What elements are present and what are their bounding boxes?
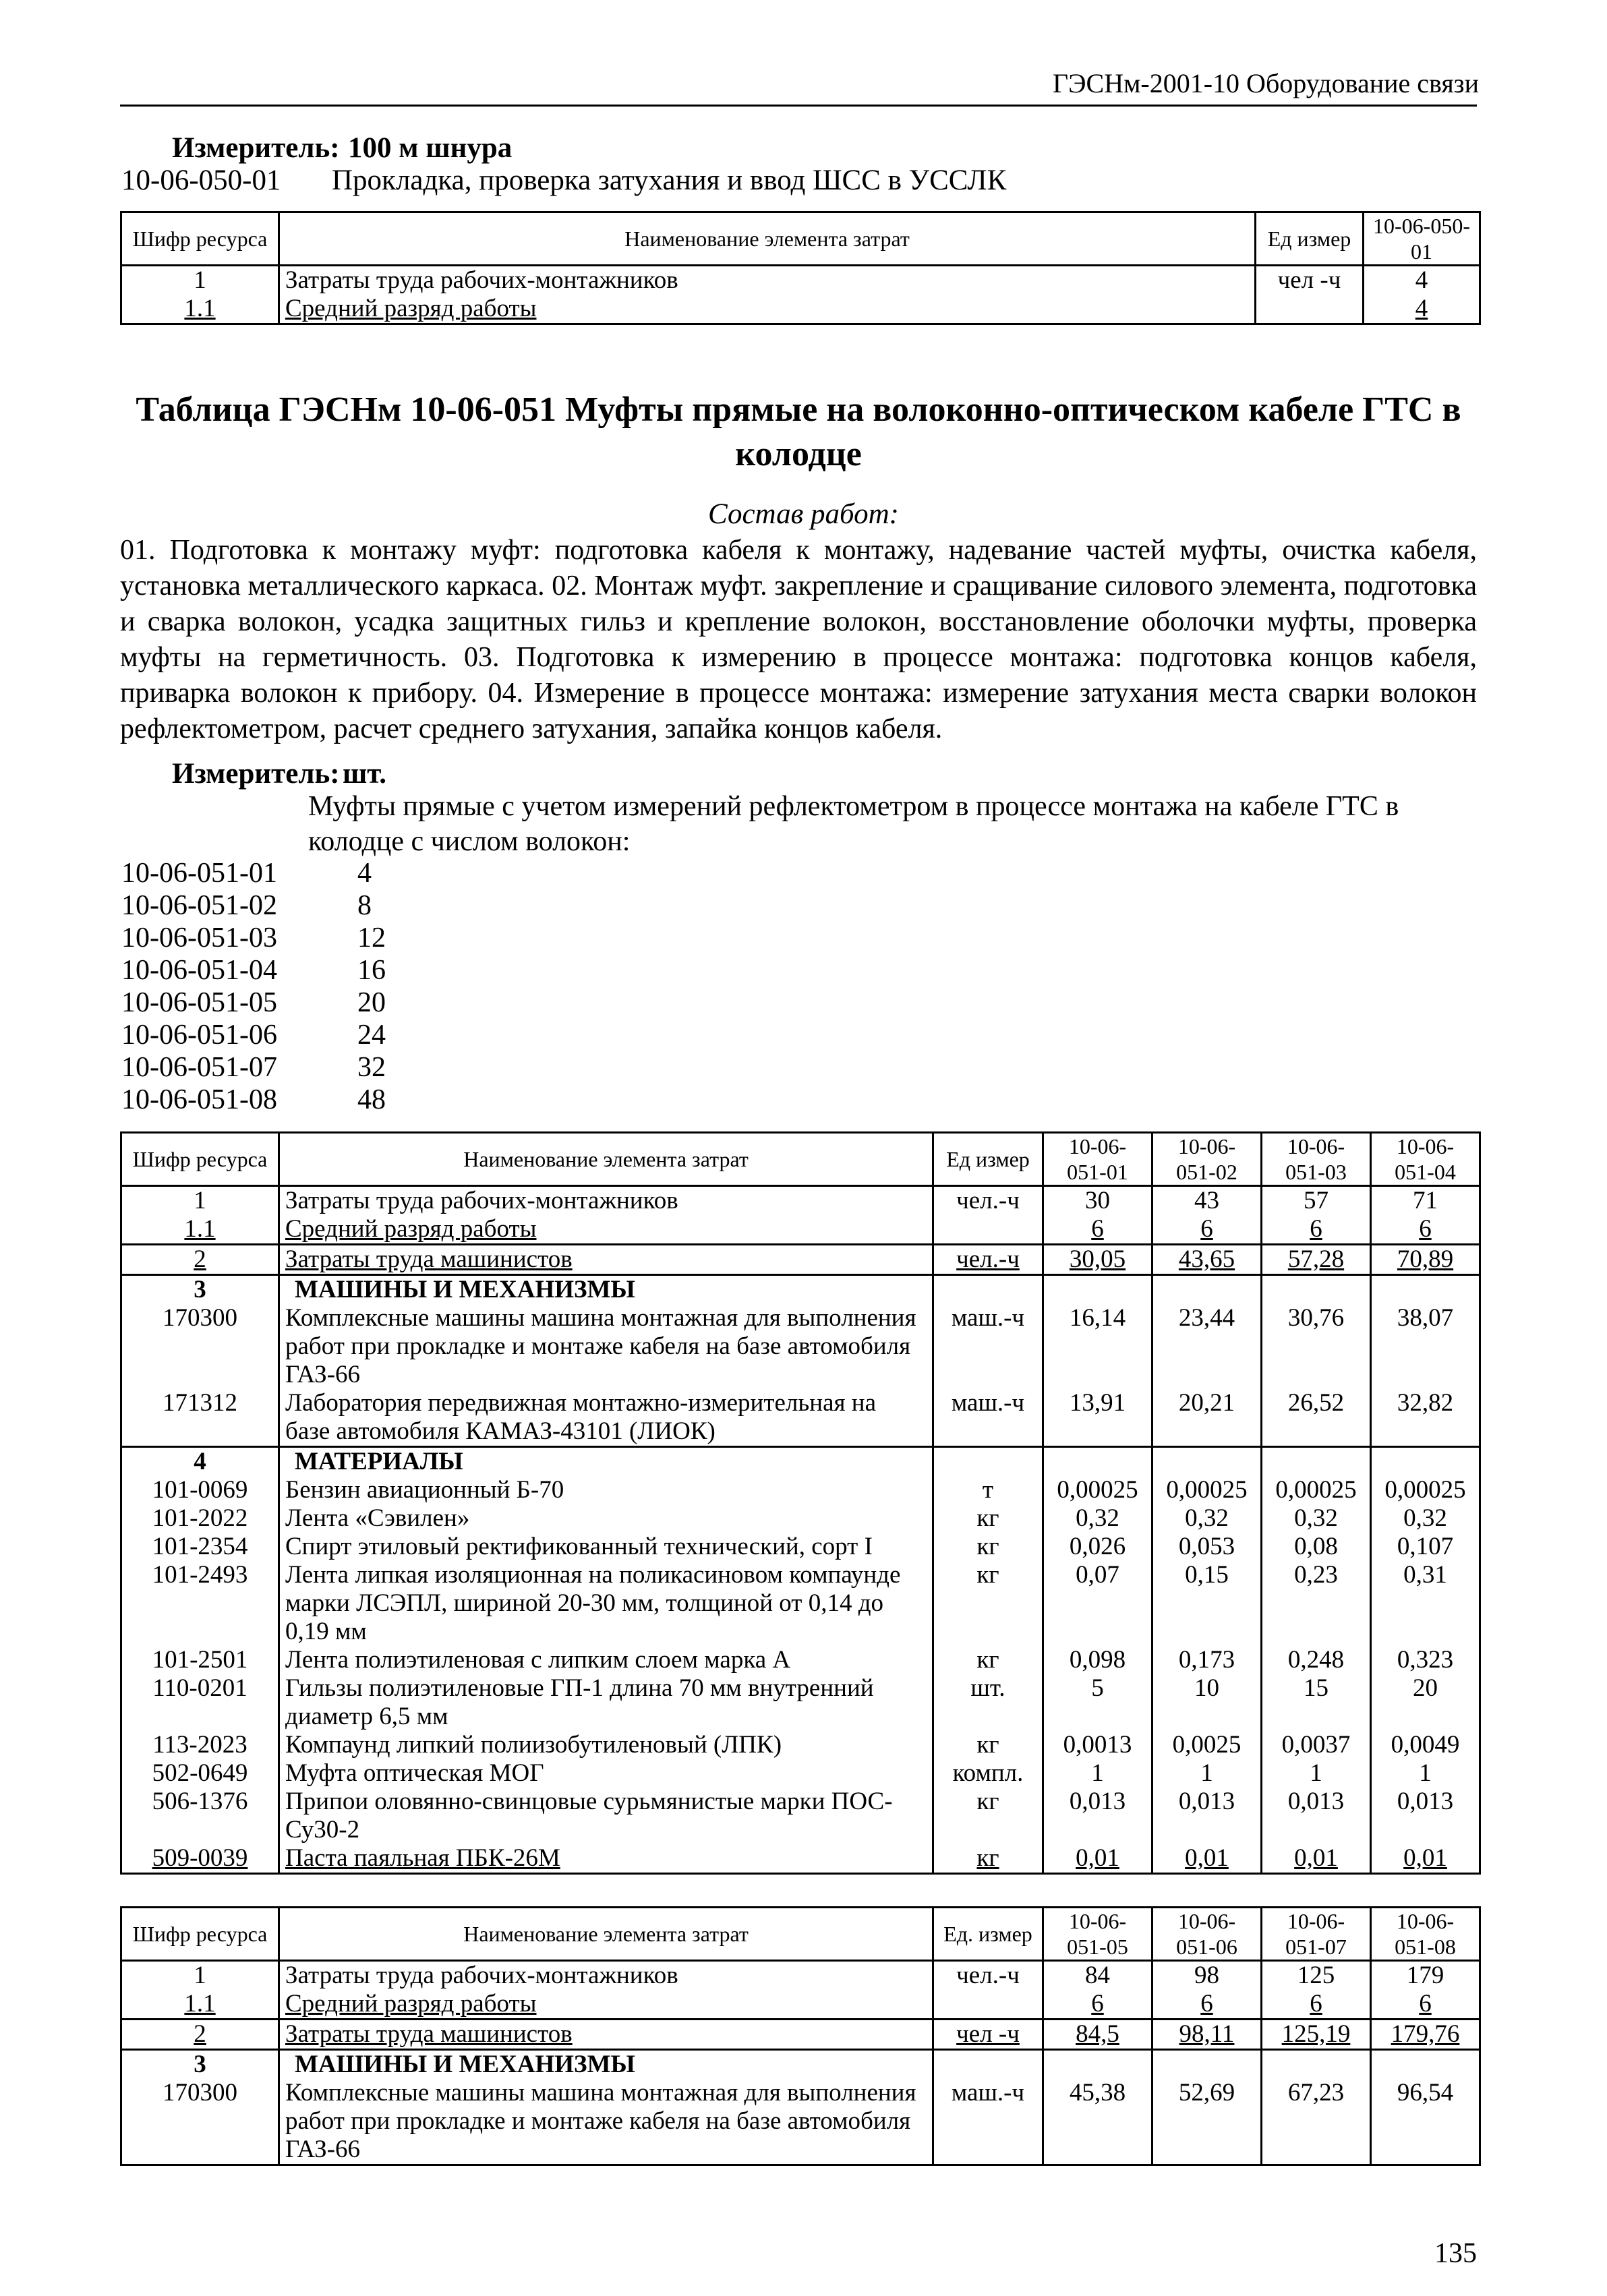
table-row: [121, 1389, 1480, 1447]
unit: чел -ч: [1256, 266, 1364, 295]
norm-value: 0,026: [1043, 1533, 1152, 1561]
column-header: 10-06-051-03: [1262, 1133, 1371, 1186]
unit: [933, 2050, 1043, 2080]
norm-value: [1262, 1275, 1371, 1305]
unit: кг: [933, 1533, 1043, 1561]
norm-value: 30: [1043, 1186, 1152, 1216]
norm-value: 179,76: [1371, 2020, 1480, 2050]
cost-element-name: МАШИНЫ И МЕХАНИЗМЫ: [279, 1275, 933, 1305]
norm-value: 0,01: [1371, 1844, 1480, 1874]
cost-element-name: Комплексные машины машина монтажная для выполнения работ при прокладке и монтаже кабеля на базе автомобиля ГАЗ-66: [279, 2079, 933, 2165]
unit: чел.-ч: [933, 1186, 1043, 1216]
norm-value: 6: [1371, 1215, 1480, 1245]
page-number: 135: [1434, 2238, 1477, 2269]
table-row: [121, 295, 1480, 324]
resource-code: 101-2493: [121, 1561, 279, 1646]
table-row: [121, 1731, 1480, 1759]
norm-value: 5: [1043, 1674, 1152, 1731]
norm-value: 0,013: [1371, 1788, 1480, 1844]
resource-code: 3: [121, 2050, 279, 2080]
measure-value: шт.: [343, 758, 386, 790]
table-row: [121, 1990, 1480, 2020]
resource-code: 2: [121, 1245, 279, 1275]
norm-value: 0,323: [1371, 1646, 1480, 1674]
resource-code: 1.1: [121, 1990, 279, 2020]
resource-code: 506-1376: [121, 1788, 279, 1844]
table-row: [121, 1275, 1480, 1305]
norm-value: 0,107: [1371, 1533, 1480, 1561]
norm-value: 0,248: [1262, 1646, 1371, 1674]
cost-element-name: Гильзы полиэтиленовые ГП-1 длина 70 мм внутренний диаметр 6,5 мм: [279, 1674, 933, 1731]
unit: кг: [933, 1844, 1043, 1874]
resource-code: 1.1: [121, 295, 279, 324]
variant-code: 10-06-051-05: [121, 987, 277, 1018]
cost-element-name: Средний разряд работы: [279, 295, 1256, 324]
unit: маш.-ч: [933, 1304, 1043, 1389]
norm-value: 125,19: [1262, 2020, 1371, 2050]
cost-element-name: Лента «Сэвилен»: [279, 1504, 933, 1533]
variant-code: 10-06-051-02: [121, 890, 277, 921]
unit: кг: [933, 1788, 1043, 1844]
column-header: 10-06-051-02: [1152, 1133, 1262, 1186]
variant-fibers: 12: [357, 922, 386, 953]
norm-value: 0,013: [1262, 1788, 1371, 1844]
cost-element-name: Муфта оптическая МОГ: [279, 1759, 933, 1788]
unit: маш.-ч: [933, 1389, 1043, 1447]
variant-fibers: 8: [357, 890, 372, 921]
cost-element-name: Средний разряд работы: [279, 1215, 933, 1245]
table-row: [121, 266, 1480, 295]
variant-fibers: 32: [357, 1052, 386, 1083]
table-row: [121, 1504, 1480, 1533]
column-header: Шифр ресурса: [121, 1908, 279, 1961]
norm-value: 0,00025: [1262, 1476, 1371, 1504]
table-row: [121, 1646, 1480, 1674]
cost-element-name: Затраты труда рабочих-монтажников: [279, 266, 1256, 295]
column-header: Шифр ресурса: [121, 212, 279, 266]
column-header: 10-06-051-06: [1152, 1908, 1262, 1961]
unit: [933, 1215, 1043, 1245]
norm-value: 1: [1262, 1759, 1371, 1788]
cost-element-name: Затраты труда машинистов: [279, 2020, 933, 2050]
table-row: [121, 2050, 1480, 2080]
norm-value: [1262, 2050, 1371, 2080]
resource-code: 3: [121, 1275, 279, 1305]
cost-element-name: Компаунд липкий полиизобутиленовый (ЛПК): [279, 1731, 933, 1759]
unit: [933, 1447, 1043, 1477]
variant-fibers: 24: [357, 1020, 386, 1051]
measure-label: Измеритель:: [172, 132, 340, 164]
norm-value: 0,01: [1262, 1844, 1371, 1874]
table-row: [121, 1961, 1480, 1991]
unit: т: [933, 1476, 1043, 1504]
resource-code: 170300: [121, 1304, 279, 1389]
norm-value: 16,14: [1043, 1304, 1152, 1389]
norm-value: 57,28: [1262, 1245, 1371, 1275]
cost-element-name: Затраты труда рабочих-монтажников: [279, 1961, 933, 1991]
resource-code: 1: [121, 266, 279, 295]
norm-value: 0,0037: [1262, 1731, 1371, 1759]
cost-element-name: Комплексные машины машина монтажная для выполнения работ при прокладке и монтаже кабеля на базе автомобиля ГАЗ-66: [279, 1304, 933, 1389]
norm-value: 32,82: [1371, 1389, 1480, 1447]
norm-value: 43: [1152, 1186, 1262, 1216]
norm-value: 4: [1364, 266, 1480, 295]
table-row: [121, 1561, 1480, 1646]
norm-value: 13,91: [1043, 1389, 1152, 1447]
norm-value: 0,173: [1152, 1646, 1262, 1674]
norm-value: 57: [1262, 1186, 1371, 1216]
norm-value: 6: [1152, 1990, 1262, 2020]
unit: чел.-ч: [933, 1961, 1043, 1991]
norm-value: [1371, 1447, 1480, 1477]
column-header: Ед измер: [1256, 212, 1364, 266]
norm-value: 67,23: [1262, 2079, 1371, 2165]
column-header: 10-06-051-01: [1043, 1133, 1152, 1186]
table-row: [121, 1215, 1480, 1245]
norm-value: 20: [1371, 1674, 1480, 1731]
norm-value: 0,013: [1043, 1788, 1152, 1844]
norm-value: 0,0049: [1371, 1731, 1480, 1759]
norm-value: 0,01: [1043, 1844, 1152, 1874]
table-050: [120, 211, 1481, 325]
cost-element-name: Затраты труда рабочих-монтажников: [279, 1186, 933, 1216]
norm-value: [1262, 1447, 1371, 1477]
norm-value: 30,76: [1262, 1304, 1371, 1389]
column-header: 10-06-051-05: [1043, 1908, 1152, 1961]
variant-fibers: 4: [357, 858, 372, 889]
norm-value: 0,32: [1371, 1504, 1480, 1533]
measure-value: 100 м шнура: [348, 132, 513, 164]
norm-value: 96,54: [1371, 2079, 1480, 2165]
norm-value: 6: [1043, 1990, 1152, 2020]
cost-element-name: Припои оловянно-свинцовые сурьмянистые марки ПОС-Су30-2: [279, 1788, 933, 1844]
norm-value: [1043, 2050, 1152, 2080]
norm-value: 10: [1152, 1674, 1262, 1731]
table-row: [121, 2079, 1480, 2165]
resource-code: 2: [121, 2020, 279, 2050]
norm-value: 6: [1043, 1215, 1152, 1245]
composition-heading: Состав работ:: [708, 498, 899, 530]
unit: шт.: [933, 1674, 1043, 1731]
norm-value: 20,21: [1152, 1389, 1262, 1447]
norm-value: [1152, 2050, 1262, 2080]
column-header: Ед измер: [933, 1133, 1043, 1186]
norm-value: 45,38: [1043, 2079, 1152, 2165]
norm-value: [1371, 1275, 1480, 1305]
cost-element-name: Бензин авиационный Б-70: [279, 1476, 933, 1504]
column-header: Наименование элемента затрат: [279, 1908, 933, 1961]
cost-element-name: Паста паяльная ПБК-26М: [279, 1844, 933, 1874]
column-header: 10-06-051-08: [1371, 1908, 1480, 1961]
table-051-b: [120, 1906, 1481, 2166]
norm-value: 43,65: [1152, 1245, 1262, 1275]
table-row: [121, 1674, 1480, 1731]
variant-description: Муфты прямые с учетом измерений рефлектометром в процессе монтажа на кабеле ГТС в колодце с числом волокон:: [308, 791, 1399, 857]
column-header: Шифр ресурса: [121, 1133, 279, 1186]
resource-code: 170300: [121, 2079, 279, 2165]
norm-value: [1152, 1447, 1262, 1477]
norm-value: 6: [1152, 1215, 1262, 1245]
table-row: [121, 1304, 1480, 1389]
variant-code: 10-06-051-06: [121, 1020, 277, 1051]
unit: маш.-ч: [933, 2079, 1043, 2165]
norm-value: [1043, 1275, 1152, 1305]
table-row: [121, 1844, 1480, 1874]
norm-value: 23,44: [1152, 1304, 1262, 1389]
norm-value: 1: [1371, 1759, 1480, 1788]
column-header: 10-06-051-07: [1262, 1908, 1371, 1961]
norm-value: 71: [1371, 1186, 1480, 1216]
variant-code: 10-06-051-01: [121, 858, 277, 889]
norm-value: 98: [1152, 1961, 1262, 1991]
norm-value: 0,01: [1152, 1844, 1262, 1874]
unit: компл.: [933, 1759, 1043, 1788]
cost-element-name: МАШИНЫ И МЕХАНИЗМЫ: [279, 2050, 933, 2080]
table-row: [121, 1476, 1480, 1504]
norm-value: 0,08: [1262, 1533, 1371, 1561]
column-header: 10-06-051-04: [1371, 1133, 1480, 1186]
norm-value: 0,0013: [1043, 1731, 1152, 1759]
cost-element-name: Средний разряд работы: [279, 1990, 933, 2020]
norm-value: 0,31: [1371, 1561, 1480, 1646]
variant-fibers: 20: [357, 987, 386, 1018]
norm-value: 98,11: [1152, 2020, 1262, 2050]
resource-code: 171312: [121, 1389, 279, 1447]
table-row: [121, 1186, 1480, 1216]
unit: кг: [933, 1504, 1043, 1533]
norm-value: 15: [1262, 1674, 1371, 1731]
norm-value: 0,053: [1152, 1533, 1262, 1561]
norm-value: 6: [1371, 1990, 1480, 2020]
norm-value: 0,15: [1152, 1561, 1262, 1646]
resource-code: 1.1: [121, 1215, 279, 1245]
variant-code: 10-06-051-07: [121, 1052, 277, 1083]
norm-value: 0,00025: [1371, 1476, 1480, 1504]
resource-code: 502-0649: [121, 1759, 279, 1788]
unit: чел -ч: [933, 2020, 1043, 2050]
norm-value: 0,32: [1043, 1504, 1152, 1533]
cost-element-name: Лента липкая изоляционная на поликасиновом компаунде марки ЛСЭПЛ, шириной 20-30 мм, толщиной от 0,14 до 0,19 мм: [279, 1561, 933, 1646]
table-row: [121, 1788, 1480, 1844]
table-title: Таблица ГЭСНм 10-06-051 Муфты прямые на волоконно-оптическом кабеле ГТС в колодце: [136, 390, 1461, 473]
table-051-a: [120, 1131, 1481, 1875]
unit: чел.-ч: [933, 1245, 1043, 1275]
unit: кг: [933, 1731, 1043, 1759]
resource-code: 101-0069: [121, 1476, 279, 1504]
resource-code: 1: [121, 1961, 279, 1991]
norm-value: 1: [1043, 1759, 1152, 1788]
variant-fibers: 48: [357, 1084, 386, 1115]
variant-code: 10-06-051-04: [121, 955, 277, 986]
column-header: 10-06-050-01: [1364, 212, 1480, 266]
norm-code: 10-06-050-01: [121, 165, 281, 196]
header-rule: [120, 105, 1477, 107]
table-row: [121, 2020, 1480, 2050]
resource-code: 101-2354: [121, 1533, 279, 1561]
norm-value: 30,05: [1043, 1245, 1152, 1275]
norm-value: 6: [1262, 1215, 1371, 1245]
norm-value: 70,89: [1371, 1245, 1480, 1275]
norm-value: 0,32: [1262, 1504, 1371, 1533]
resource-code: 509-0039: [121, 1844, 279, 1874]
unit: [933, 1275, 1043, 1305]
norm-value: 0,23: [1262, 1561, 1371, 1646]
norm-value: 84,5: [1043, 2020, 1152, 2050]
norm-value: 4: [1364, 295, 1480, 324]
column-header: Ед. измер: [933, 1908, 1043, 1961]
table-row: [121, 1447, 1480, 1477]
cost-element-name: Лаборатория передвижная монтажно-измерительная на базе автомобиля КАМАЗ-43101 (ЛИОК): [279, 1389, 933, 1447]
table-row: [121, 1759, 1480, 1788]
resource-code: 101-2501: [121, 1646, 279, 1674]
norm-value: 84: [1043, 1961, 1152, 1991]
norm-value: 0,00025: [1152, 1476, 1262, 1504]
cost-element-name: МАТЕРИАЛЫ: [279, 1447, 933, 1477]
norm-value: [1043, 1447, 1152, 1477]
norm-value: 0,07: [1043, 1561, 1152, 1646]
unit: кг: [933, 1646, 1043, 1674]
variant-code: 10-06-051-03: [121, 922, 277, 953]
unit: кг: [933, 1561, 1043, 1646]
norm-value: 1: [1152, 1759, 1262, 1788]
composition-text: 01. Подготовка к монтажу муфт: подготовка кабеля к монтажу, надевание частей муфты, очистка кабеля, установка металлического каркаса. 02. Монтаж муфт. закрепление и сращивание силового элемента, подготовка и сварка волокон, усадка защитных гильз и крепление волокон, восстановление оболочки муфты, проверка муфты на герметичность. 03. Подготовка к измерению в процессе монтажа: подготовка концов кабеля, приварка волокон к прибору. 04. Измерение в процессе монтажа: измерение затухания места сварки волокон рефлектометром, расчет среднего затухания, запайка концов кабеля.: [120, 535, 1477, 744]
norm-value: 0,013: [1152, 1788, 1262, 1844]
running-header: ГЭСНм-2001-10 Оборудование связи: [1053, 68, 1479, 98]
norm-value: 0,00025: [1043, 1476, 1152, 1504]
norm-value: [1371, 2050, 1480, 2080]
column-header: Наименование элемента затрат: [279, 212, 1256, 266]
resource-code: 113-2023: [121, 1731, 279, 1759]
column-header: Наименование элемента затрат: [279, 1133, 933, 1186]
resource-code: 4: [121, 1447, 279, 1477]
norm-value: 6: [1262, 1990, 1371, 2020]
norm-value: [1152, 1275, 1262, 1305]
norm-value: 0,32: [1152, 1504, 1262, 1533]
norm-value: 179: [1371, 1961, 1480, 1991]
measure-label: Измеритель:: [172, 758, 340, 790]
cost-element-name: Лента полиэтиленовая с липким слоем марка А: [279, 1646, 933, 1674]
table-row: [121, 1533, 1480, 1561]
resource-code: 101-2022: [121, 1504, 279, 1533]
resource-code: 110-0201: [121, 1674, 279, 1731]
unit: [933, 1990, 1043, 2020]
norm-value: 38,07: [1371, 1304, 1480, 1389]
norm-value: 125: [1262, 1961, 1371, 1991]
table-row: [121, 1245, 1480, 1275]
norm-value: 52,69: [1152, 2079, 1262, 2165]
resource-code: 1: [121, 1186, 279, 1216]
variant-fibers: 16: [357, 955, 386, 986]
norm-value: 0,098: [1043, 1646, 1152, 1674]
cost-element-name: Спирт этиловый ректификованный технический, сорт I: [279, 1533, 933, 1561]
norm-value: 26,52: [1262, 1389, 1371, 1447]
cost-element-name: Затраты труда машинистов: [279, 1245, 933, 1275]
variant-code: 10-06-051-08: [121, 1084, 277, 1115]
norm-value: 0,0025: [1152, 1731, 1262, 1759]
unit: [1256, 295, 1364, 324]
norm-name: Прокладка, проверка затухания и ввод ШСС в УССЛК: [332, 165, 1007, 196]
